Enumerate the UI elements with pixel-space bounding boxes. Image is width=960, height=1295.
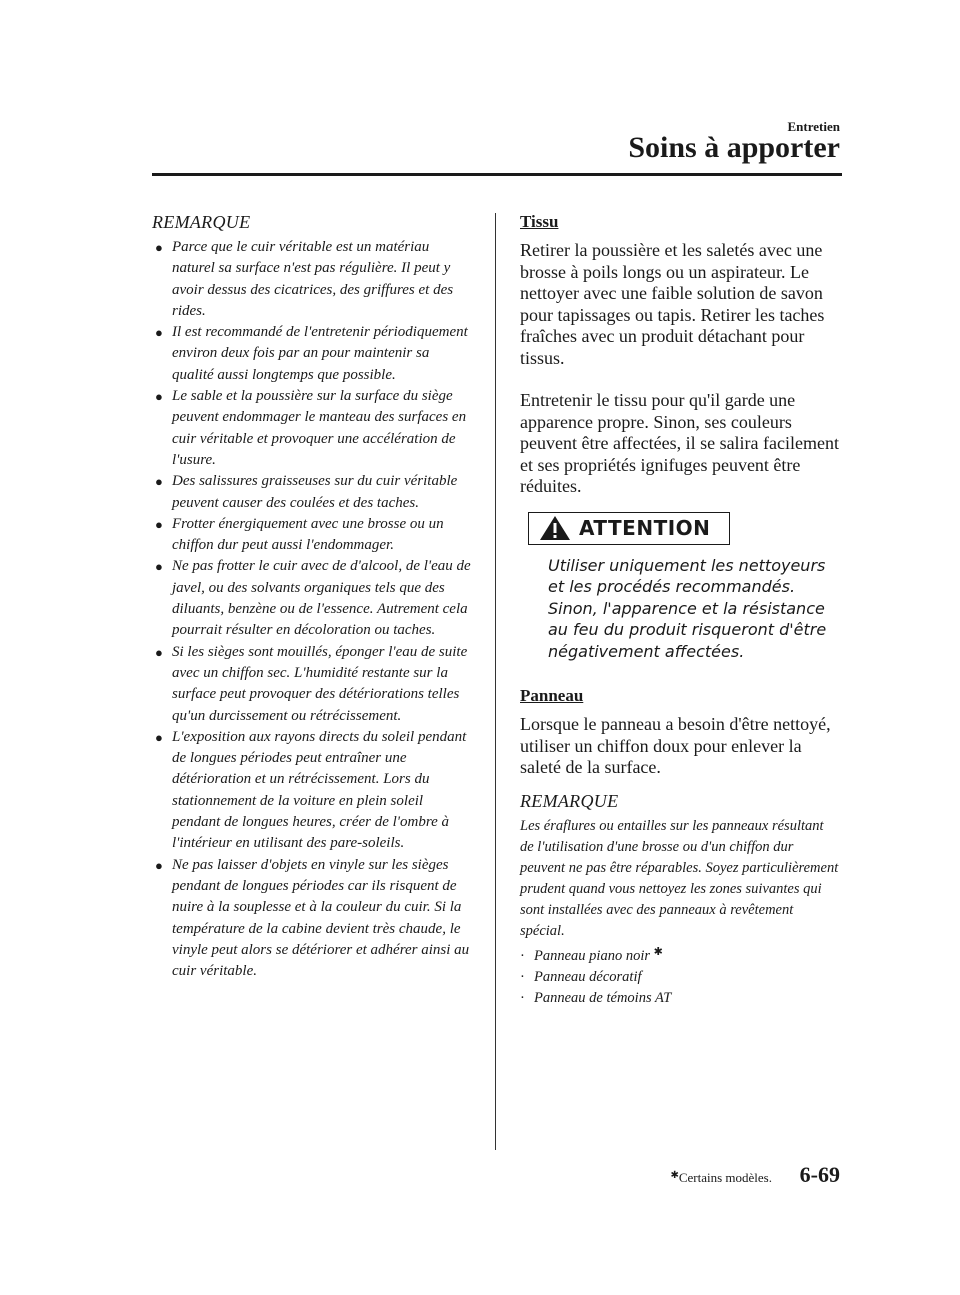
attention-label: ATTENTION <box>579 515 711 540</box>
page-number: 6-69 <box>799 1162 840 1187</box>
column-divider <box>495 213 496 1150</box>
note-list <box>152 237 472 982</box>
list-item: · Panneau de témoins AT <box>520 988 840 1009</box>
list-item: ● Frotter énergiquement avec une brosse ou un chiffon dur peut aussi l'endommager. <box>155 515 444 554</box>
header-rule <box>152 173 842 176</box>
list-item: ● Parce que le cuir véritable est un matériau naturel sa surface n'est pas régulière. Il peut y avoir dessus des cicatrices, des griffures et des rides. <box>155 239 454 319</box>
note-text: Les éraflures ou entailles sur les panneaux résultant de l'utilisation d'une brosse ou d'un chiffon dur peuvent ne pas être réparables. Soyez particulièrement prudent quand vous nettoyez les zones suivantes qui sont installées avec des panneaux à revêtement spécial. <box>520 817 839 939</box>
note-title: REMARQUE <box>152 212 251 232</box>
left-column <box>152 212 472 982</box>
right-column <box>520 212 840 1009</box>
attention-box <box>528 512 730 545</box>
bullet-icon: ● <box>155 559 163 575</box>
footer-note: ✱Certains modèles. <box>670 1170 772 1185</box>
chapter-name: Entretien <box>787 119 840 134</box>
bullet-icon: ● <box>155 516 163 532</box>
panneau-paragraph: Lorsque le panneau a besoin d'être nettoyé, utiliser un chiffon doux pour enlever la saleté de la surface. <box>520 714 831 777</box>
tissu-paragraph-1: Retirer la poussière et les saletés avec une brosse à poils longs ou un aspirateur. Le nettoyer avec une faible solution de savon pour tapissages ou tapis. Retirer les taches fraîches avec un produit détachant pour tissus. <box>520 240 825 368</box>
tissu-heading: Tissu <box>520 212 559 231</box>
middot-icon: · <box>520 947 525 964</box>
list-item: ● Ne pas laisser d'objets en vinyle sur les sièges pendant de longues périodes car ils risquent de nuire à la souplesse et à la couleur du cuir. Si la température de la cabine devient très chaude, le vinyle peut alors se détériorer et adhérer ainsi au cuir véritable. <box>155 856 470 980</box>
bullet-icon: ● <box>155 325 163 341</box>
middot-icon: · <box>520 968 525 985</box>
list-item: ● Si les sièges sont mouillés, éponger l'eau de suite avec un chiffon sec. L'humidité restante sur la surface peut provoquer des détériorations telles qu'un durcissement ou rétrécissement. <box>155 643 468 724</box>
list-item: ● Le sable et la poussière sur la surface du siège peuvent endommager le manteau des surfaces en cuir véritable et provoquer une accélération de l'usure. <box>155 388 467 468</box>
list-item: ● Ne pas frotter le cuir avec de d'alcool, de l'eau de javel, ou des solvants organiques tels que des diluants, benzène ou de l'essence. Autrement cela pourrait résulter en décoloration ou taches. <box>155 558 471 639</box>
bullet-icon: ● <box>155 644 163 660</box>
panneau-heading: Panneau <box>520 686 584 705</box>
asterisk-icon: ✱ <box>670 1170 679 1181</box>
list-item: ● L'exposition aux rayons directs du soleil pendant de longues périodes peut entraîner une détérioration et un rétrécissement. Lors du stationnement de la voiture en plein soleil pendant de longues heures, créer de l'ombre à l'intérieur en utilisant des pare-soleils. <box>155 728 467 852</box>
bullet-icon: ● <box>155 857 163 873</box>
tissu-paragraph-2: Entretenir le tissu pour qu'il garde une apparence propre. Sinon, ses couleurs peuvent être affectées, il se salira facilement et ses propriétés ignifuges peuvent être réduites. <box>520 390 839 496</box>
bullet-icon: ● <box>155 240 163 255</box>
bullet-icon: ● <box>155 729 163 745</box>
list-item: ● Il est recommandé de l'entretenir périodiquement environ deux fois par an pour maintenir sa qualité aussi longtemps que possible. <box>155 324 468 383</box>
middot-icon: · <box>520 989 525 1006</box>
bullet-icon: ● <box>155 389 163 405</box>
page-title: Soins à apporter <box>628 131 840 164</box>
warning-icon <box>539 515 571 541</box>
attention-text: Utiliser uniquement les nettoyeurs et les procédés recommandés. Sinon, l'apparence et la résistance au feu du produit risqueront d'être négativement affectées. <box>548 555 827 661</box>
list-item: · Panneau piano noir ✱ <box>520 942 840 967</box>
bullet-icon: ● <box>155 474 163 490</box>
asterisk-icon: ✱ <box>653 945 663 958</box>
list-item: · Panneau décoratif <box>520 967 840 988</box>
note-title-2: REMARQUE <box>520 790 619 811</box>
list-item: ● Des salissures graisseuses sur du cuir véritable peuvent causer des coulées et des taches. <box>155 473 458 511</box>
